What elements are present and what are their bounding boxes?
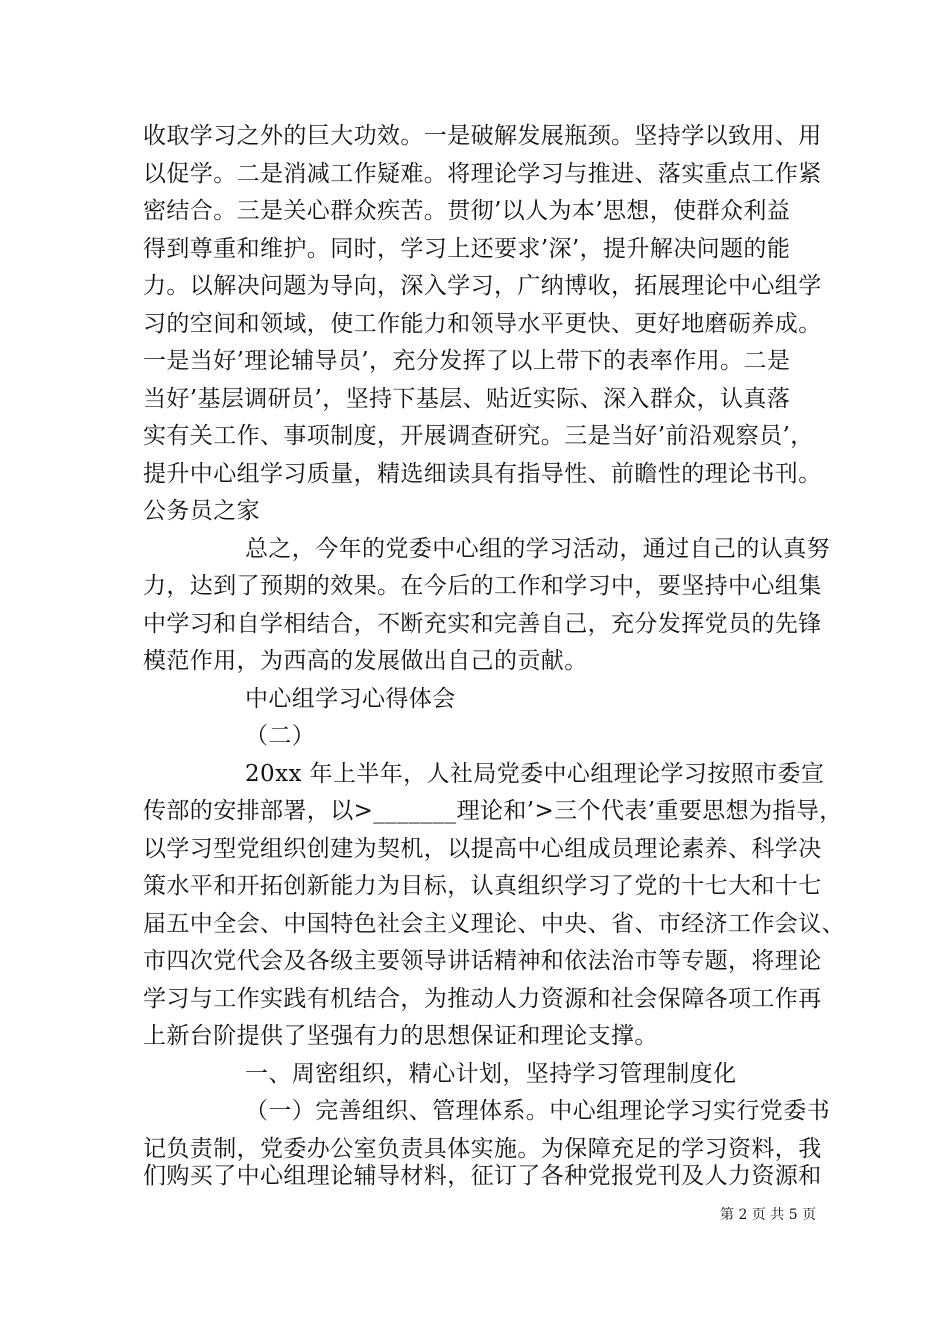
text-line: 记负责制，党委办公室负责具体实施。为保障充足的学习资料，我 [143, 1136, 822, 1162]
text-line: 总之，今年的党委中心组的学习活动，通过自己的认真努 [245, 536, 830, 562]
text-line: 密结合。三是关心群众疾苦。贯彻’以人为本’思想，使群众利益 [143, 198, 791, 224]
text-line: 得到尊重和维护。同时，学习上还要求’深’，提升解决问题的能 [143, 236, 791, 262]
text-line: 一是当好’理论辅导员’，充分发挥了以上带下的表率作用。二是 [143, 348, 791, 374]
text-line: 以学习型党组织创建为契机，以提高中心组成员理论素养、科学决 [143, 836, 822, 862]
text-line: 模范作用，为西高的发展做出自己的贡献。 [143, 648, 588, 674]
section-heading: 一、周密组织，精心计划，坚持学习管理制度化 [245, 1061, 737, 1087]
text-line: 当好’基层调研员’，坚持下基层、贴近实际、深入群众，认真落 [143, 386, 791, 412]
text-line: 力，达到了预期的效果。在今后的工作和学习中，要坚持中心组集 [143, 573, 822, 599]
text-line: 收取学习之外的巨大功效。一是破解发展瓶颈。坚持学以致用、用 [143, 123, 822, 149]
text-line: 传部的安排部署，以>_______理论和’>三个代表’重要思想为指导， [143, 798, 843, 824]
text-line: 们购买了中心组理论辅导材料，征订了各种党报党刊及人力资源和 [143, 1163, 822, 1189]
text-line: 市四次党代会及各级主要领导讲话精神和依法治市等专题，将理论 [143, 948, 822, 974]
text-line: 届五中全会、中国特色社会主义理论、中央、省、市经济工作会议、 [143, 911, 845, 937]
text-line: 以促学。二是消减工作疑难。将理论学习与推进、落实重点工作紧 [143, 161, 822, 187]
section-heading: 中心组学习心得体会 [245, 686, 456, 712]
text-line: 上新台阶提供了坚强有力的思想保证和理论支撑。 [143, 1023, 658, 1049]
text-line: 学习与工作实践有机结合，为推动人力资源和社会保障各项工作再 [143, 986, 822, 1012]
text-line: 实有关工作、事项制度，开展调查研究。三是当好’前沿观察员’， [143, 423, 814, 449]
page-number-footer: 第 2 页 共 5 页 [720, 1207, 817, 1223]
text-line: 力。以解决问题为导向，深入学习，广纳博收，拓展理论中心组学 [143, 273, 822, 299]
text-line: 策水平和开拓创新能力为目标，认真组织学习了党的十七大和十七 [143, 873, 822, 899]
text-line: 20xx 年上半年，人社局党委中心组理论学习按照市委宣 [245, 761, 825, 787]
text-line: 提升中心组学习质量，精选细读具有指导性、前瞻性的理论书刊。 [143, 461, 822, 487]
text-line: 公务员之家 [143, 498, 260, 524]
text-line: 习的空间和领域，使工作能力和领导水平更快、更好地磨砺养成。 [143, 311, 822, 337]
section-subheading: （二） [245, 723, 316, 749]
text-line: （一）完善组织、管理体系。中心组理论学习实行党委书 [245, 1098, 830, 1124]
text-line: 中学习和自学相结合，不断充实和完善自己，充分发挥党员的先锋 [143, 611, 822, 637]
